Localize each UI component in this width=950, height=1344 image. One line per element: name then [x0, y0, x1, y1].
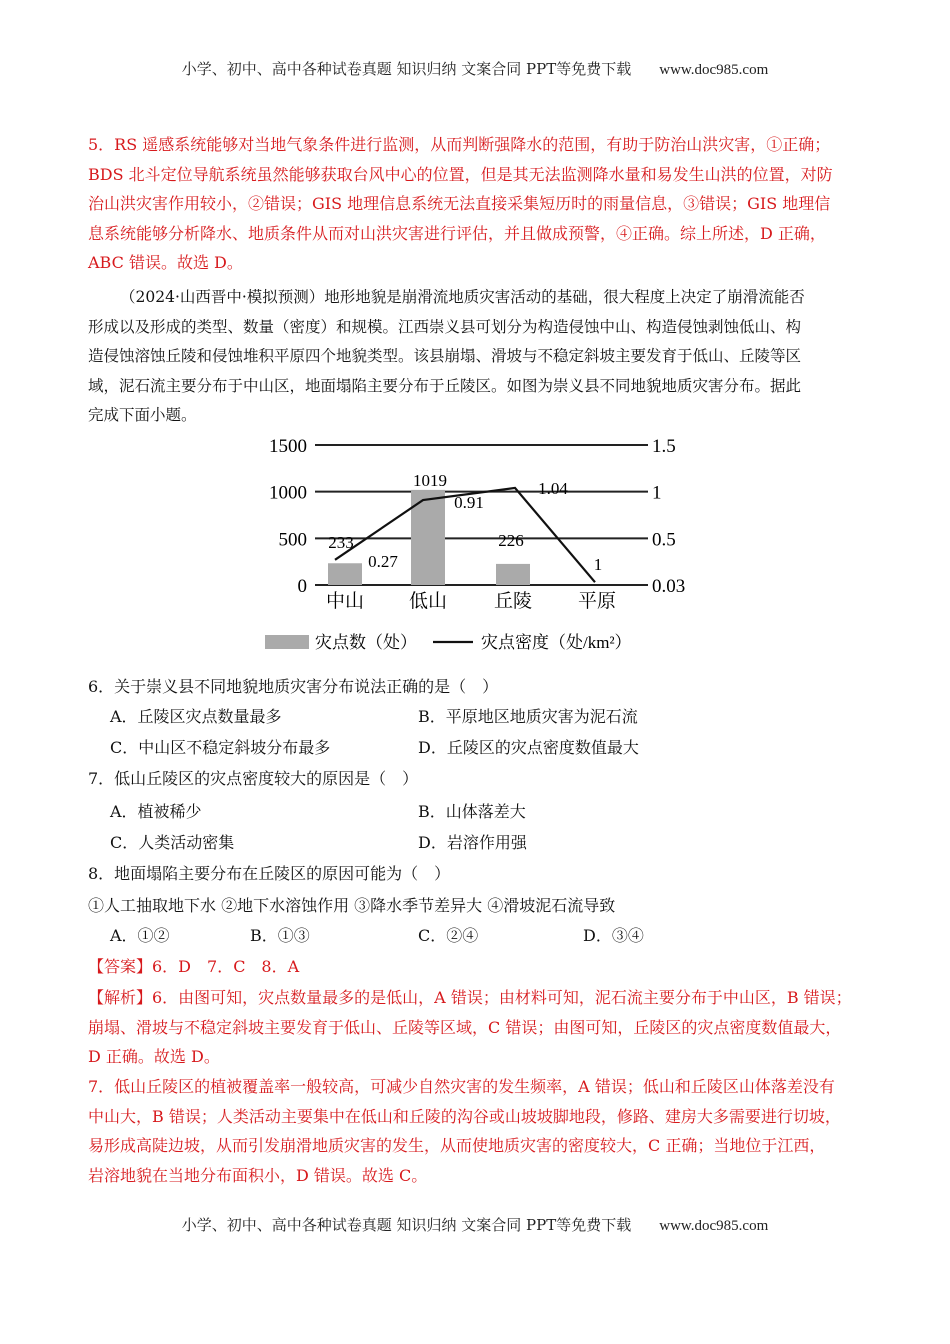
- page-footer: [0, 1214, 950, 1235]
- text-line: 崩塌、滑坡与不稳定斜坡主要发育于低山、丘陵等区域，C 错误；由图可知，丘陵区的灾点密度数值最大，: [88, 1017, 842, 1037]
- density-value-label: 1: [593, 555, 603, 574]
- q6-option-a[interactable]: A．丘陵区灾点数量最多: [110, 707, 282, 726]
- bar-中山: [328, 563, 362, 585]
- text-line: （2024·山西晋中·模拟预测）地形地貌是崩滑流地质灾害活动的基础，很大程度上决定了崩滑流能否: [120, 288, 805, 306]
- q8-option-c[interactable]: C．②④: [418, 926, 479, 945]
- bar-丘陵: [496, 564, 530, 585]
- text-line: 岩溶地貌在当地分布面积小，D 错误。故选 C。: [88, 1165, 428, 1185]
- text-line: D 正确。故选 D。: [88, 1047, 220, 1066]
- q8-option-a[interactable]: A．①②: [110, 926, 170, 945]
- header-url[interactable]: www.doc985.com: [659, 62, 769, 78]
- text-line: 中山大，B 错误；人类活动主要集中在低山和丘陵的沟谷或山坡坡脚地段，修路、建房大多需要进行切坡，: [88, 1106, 841, 1126]
- text-line: 完成下面小题。: [88, 406, 197, 424]
- category-label: 丘陵: [493, 591, 533, 612]
- left-tick-label: 1500: [269, 436, 307, 457]
- bar-value-label: 233: [328, 533, 354, 552]
- answer-line: 【答案】6．D 7．C 8．A: [88, 957, 300, 976]
- text-line: 易形成高陡边坡，从而引发崩滑地质灾害的发生，从而使地质灾害的密度较大，C 正确；当地位于江西，: [88, 1136, 826, 1155]
- text-line: 【解析】6．由图可知，灾点数量最多的是低山，A 错误；由材料可知，泥石流主要分布于中山区，B 错误；: [88, 988, 852, 1007]
- q6-option-d[interactable]: D．丘陵区的灾点密度数值最大: [418, 738, 639, 757]
- disaster-chart: [255, 430, 695, 664]
- legend-bar-swatch: [265, 635, 309, 649]
- text-line: 息系统能够分析降水、地质条件从而对山洪灾害进行评估，并且做成预警，④正确。综上所述，D 正确，: [88, 223, 826, 243]
- material-intro: [88, 283, 866, 431]
- footer-url[interactable]: www.doc985.com: [659, 1218, 769, 1234]
- right-tick-label: 0.5: [652, 529, 676, 551]
- category-label: 中山: [325, 591, 365, 612]
- left-tick-label: 1000: [269, 482, 307, 504]
- header-text: 小学、初中、高中各种试卷真题 知识归纳 文案合同 PPT等免费下载: [181, 60, 632, 78]
- legend-bar-label: 灾点数（处）: [315, 633, 417, 652]
- question-8-stem: 8．地面塌陷主要分布在丘陵区的原因可能为（ ）: [88, 864, 451, 883]
- q8-option-d[interactable]: D．③④: [583, 926, 644, 945]
- analysis-6: [88, 983, 866, 1072]
- category-label: 低山: [408, 591, 448, 612]
- text-line: ABC 错误。故选 D。: [88, 253, 243, 272]
- q7-option-c[interactable]: C．人类活动密集: [110, 833, 235, 852]
- q7-option-d[interactable]: D．岩溶作用强: [418, 833, 527, 852]
- text-line: 域，泥石流主要分布于中山区，地面塌陷主要分布于丘陵区。如图为崇义县不同地貌地质灾害分布。据此: [88, 376, 802, 395]
- right-tick-label: 0.03: [652, 576, 686, 597]
- left-tick-label: 500: [278, 529, 307, 551]
- category-label: 平原: [577, 591, 617, 612]
- text-line: 造侵蚀溶蚀丘陵和侵蚀堆积平原四个地貌类型。该县崩塌、滑坡与不稳定斜坡主要发育于低山、丘陵等区: [88, 347, 802, 365]
- page-header: [0, 58, 950, 79]
- question-7-stem: 7．低山丘陵区的灾点密度较大的原因是（ ）: [88, 769, 419, 788]
- chart-svg: [255, 430, 695, 660]
- text-line: 7．低山丘陵区的植被覆盖率一般较高，可减少自然灾害的发生频率，A 错误；低山和丘陵区山体落差没有: [88, 1077, 835, 1096]
- text-line: BDS 北斗定位导航系统虽然能够获取台风中心的位置，但是其无法监测降水量和易发生山洪的位置，对防: [88, 164, 833, 184]
- text-line: 形成以及形成的类型、数量（密度）和规模。江西崇义县可划分为构造侵蚀中山、构造侵蚀剥蚀低山、构: [88, 317, 802, 336]
- question-8-items: ①人工抽取地下水 ②地下水溶蚀作用 ③降水季节差异大 ④滑坡泥石流导致: [88, 896, 616, 915]
- left-tick-label: 0: [297, 576, 307, 597]
- analysis-7: [88, 1072, 866, 1190]
- density-value-label: 0.91: [454, 493, 484, 512]
- footer-text: 小学、初中、高中各种试卷真题 知识归纳 文案合同 PPT等免费下载: [181, 1216, 632, 1234]
- bar-value-label: 1019: [413, 471, 447, 490]
- q7-option-a[interactable]: A．植被稀少: [110, 802, 202, 821]
- density-value-label: 0.27: [368, 552, 398, 571]
- bar-value-label: 226: [498, 531, 524, 550]
- q6-option-b[interactable]: B．平原地区地质灾害为泥石流: [418, 707, 638, 726]
- legend-line-label: 灾点密度（处/km²）: [481, 633, 632, 652]
- q6-option-c[interactable]: C．中山区不稳定斜坡分布最多: [110, 738, 331, 757]
- right-tick-label: 1.5: [652, 436, 676, 457]
- analysis-5: [88, 130, 866, 278]
- right-tick-label: 1: [652, 482, 662, 504]
- q7-option-b[interactable]: B．山体落差大: [418, 802, 526, 821]
- text-line: 治山洪灾害作用较小，②错误；GIS 地理信息系统无法直接采集短历时的雨量信息，③错误；GIS 地理信: [88, 194, 831, 213]
- density-value-label: 1.04: [538, 479, 568, 498]
- q8-option-b[interactable]: B．①③: [250, 926, 310, 945]
- question-6-stem: 6．关于崇义县不同地貌地质灾害分布说法正确的是（ ）: [88, 677, 499, 696]
- text-line: 5．RS 遥感系统能够对当地气象条件进行监测，从而判断强降水的范围，有助于防治山洪灾害，①正确；: [88, 135, 831, 154]
